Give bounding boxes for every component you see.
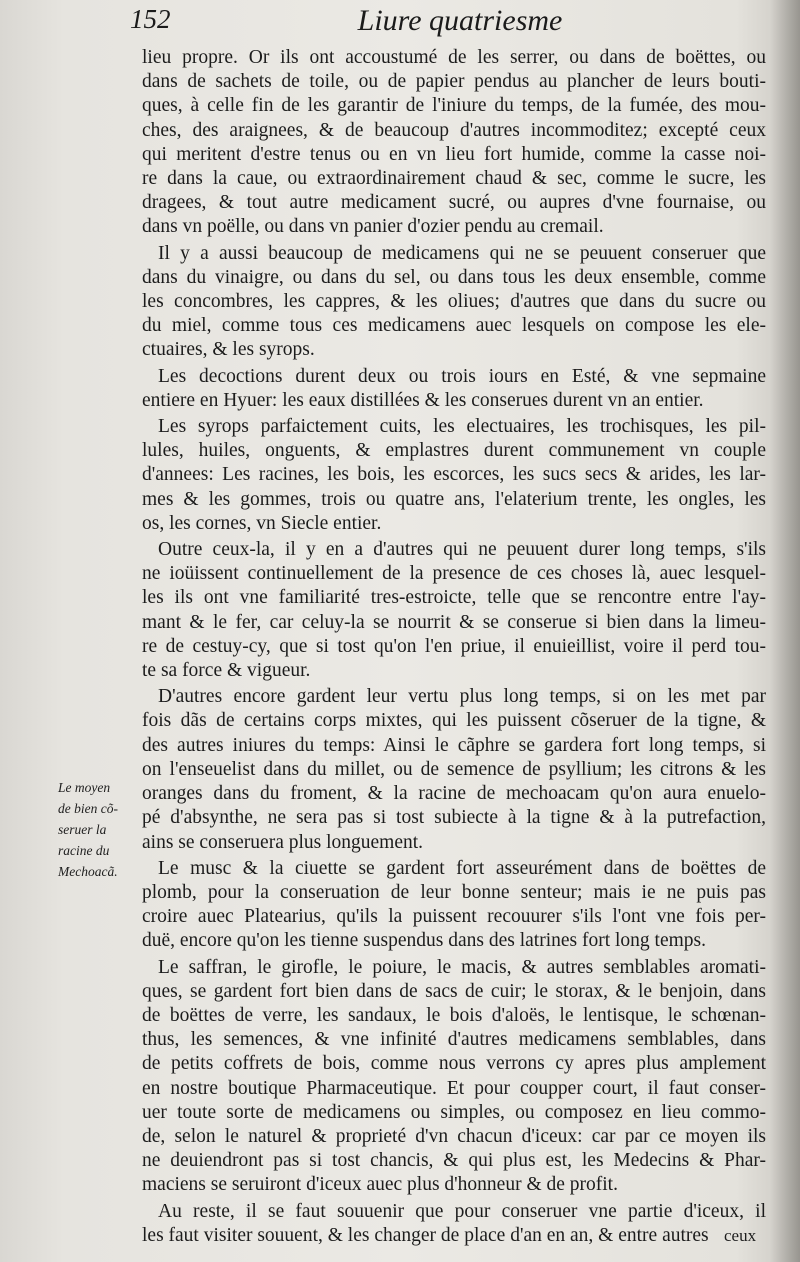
text-line: maciens se seruiront d'iceux auec plus d'honneur & de profit. [142,1174,618,1196]
text-line: lules, huiles, onguents, & emplastres durent communement vn couple [142,440,766,462]
text-line: re de cestuy-cy, que si tost qu'on l'en priue, il enuieillist, voire il perd tou- [142,635,766,657]
paragraph [142,1200,766,1248]
text-line: duë, encore qu'on les tienne suspendus dans des latrines fort long temps. [142,930,707,952]
text-line: Outre ceux-la, il y en a d'autres qui ne peuuent durer long temps, s'ils [158,539,766,561]
text-line: des autres iniures du temps: Ainsi le cãphre se gardera fort long temps, si [142,734,766,756]
marginal-note-line: Le moyen [58,780,111,795]
text-line: les concombres, les cappres, & les oliues; d'autres que dans du sucre ou [142,291,766,313]
paragraph [142,415,766,536]
text-line: thus, les semences, & vne infinité d'autres medicamens semblables, dans [142,1029,766,1051]
text-line: entiere en Hyuer: les eaux distillées & les conserues durent vn an entier. [142,389,704,411]
text-line: on l'enseuelist dans du millet, ou de semence de psyllium; les citrons & les [142,758,766,780]
paragraph [142,857,766,954]
text-line: de, selon le naturel & proprieté d'vn chacun d'iceux: car par ce moyen ils [142,1125,766,1147]
running-head [130,4,760,44]
marginal-note-line: Mechoacã. [58,864,118,879]
text-line: ques, à celle fin de les garantir de l'iniure du temps, de la fumée, des mou- [142,95,766,117]
paragraph [142,242,766,363]
text-line: pé d'absynthe, ne sera pas si tost subiecte à la tigne & à la putrefaction, [142,807,766,829]
paragraph [142,365,766,413]
page-gutter-shadow [770,0,800,1262]
text-line: Il y a aussi beaucoup de medicamens qui ne se peuuent conseruer que [158,242,766,264]
body-text [142,46,766,1250]
text-line: te sa force & vigueur. [142,660,311,682]
text-line: Les decoctions durent deux ou trois iours en Esté, & vne sepmaine [158,365,766,387]
text-line: re dans la caue, ou extraordinairement chaud & sec, comme le sucre, les [142,168,766,190]
text-line: les faut visiter souuent, & les changer de place d'an en an, & entre autres [142,1224,709,1246]
text-line: plomb, pour la conseruation de leur bonne senteur; mais ie ne puis pas [142,881,766,903]
text-line: de petits coffrets de bois, comme nous verrons cy apres plus amplement [142,1053,766,1075]
text-line: dans du vinaigre, ou dans du sel, ou dans tous les deux ensemble, comme [142,266,766,288]
text-line: ne deuiendront pas si tost chancis, & qui plus est, les Medecins & Phar- [142,1150,766,1172]
text-line: mes & les gommes, trois ou quatre ans, l'elaterium trente, les ongles, les [142,488,766,510]
text-line: Au reste, il se faut souuenir que pour conseruer vne partie d'iceux, il [158,1200,766,1222]
marginal-note-line: de bien cõ- [58,801,118,816]
text-line: ains se conseruera plus longuement. [142,831,424,853]
text-line: uer toute sorte de medicamens ou simples, ou composez en lieu commo- [142,1101,766,1123]
marginal-note-line: seruer la [58,822,107,837]
text-line: ctuaires, & les syrops. [142,339,315,361]
text-line: en nostre boutique Pharmaceutique. Et pour coupper court, il faut conser- [142,1077,766,1099]
paragraph [142,538,766,683]
marginal-note-line: racine du [58,843,110,858]
text-line: dragees, & tout autre medicament sucré, ou aupres d'vne fournaise, ou [142,192,766,214]
marginal-note [58,777,128,882]
text-line: fois dãs de certains corps mixtes, qui les puissent cõseruer de la tigne, & [142,710,766,732]
text-line: oranges dans du froment, & la racine de mechoacam qu'on aura enuelo- [142,783,766,805]
text-line: ne ioüissent continuellement de la presence de ces choses là, auec lesquel- [142,563,766,585]
text-line: Le musc & la ciuette se gardent fort asseurément dans de boëttes de [158,857,766,879]
text-line: de boëttes de verre, les sandaux, le bois d'aloës, le lentisque, le schœnan- [142,1004,766,1026]
text-line: ques, se gardent fort bien dans de sacs de cuir; le storax, & le benjoin, dans [142,980,766,1002]
catchword: ceux [724,1226,757,1245]
text-line: qui meritent d'estre tenus ou en vn lieu fort humide, comme la casse noi- [142,143,766,165]
text-line: os, les cornes, vn Siecle entier. [142,512,382,534]
text-line: D'autres encore gardent leur vertu plus long temps, si on les met par [158,686,766,708]
text-line: ches, des araignees, & de beaucoup d'autres incommoditez; excepté ceux [142,119,766,141]
running-title: Liure quatriesme [357,4,563,37]
text-line: croire auec Platearius, qu'ils la puissent recouurer s'ils l'ont vne fois per- [142,906,766,928]
text-line: les ils ont vne familiarité tres-estroicte, telle que se rencontre entre l'ay- [142,587,766,609]
paragraph [142,956,766,1198]
paragraph [142,685,766,854]
text-line: Les syrops parfaictement cuits, les electuaires, les trochisques, les pil- [158,416,766,438]
text-line: dans vn poëlle, ou dans vn panier d'ozier pendu au cremail. [142,216,604,238]
text-line: Le saffran, le girofle, le poiure, le macis, & autres semblables aromati- [158,956,766,978]
text-line: du miel, comme tous ces medicamens auec lesquels on compose les ele- [142,315,766,337]
page-number: 152 [130,4,171,34]
text-line: d'annees: Les racines, les bois, les escorces, les sucs secs & arides, les lar- [142,464,766,486]
text-line: lieu propre. Or ils ont accoustumé de les serrer, ou dans de boëttes, ou [142,47,766,68]
text-line: mant & le fer, car celuy-la se nourrit & se conserue si bien dans la limeu- [142,611,766,633]
paragraph [142,46,766,240]
text-line: dans de sachets de toile, ou de papier pendus au plancher de leurs bouti- [142,71,766,93]
